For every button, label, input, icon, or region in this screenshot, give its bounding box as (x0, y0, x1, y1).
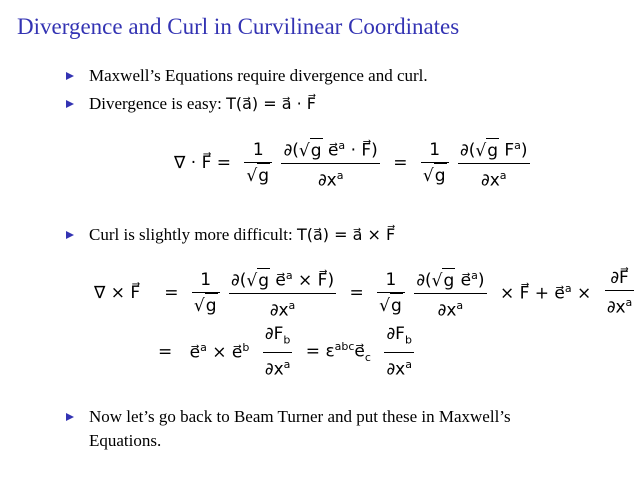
bullet-label: Divergence is easy: (89, 94, 227, 113)
bullet-triangle-icon (66, 231, 74, 239)
bullet-triangle-icon (66, 72, 74, 80)
bullet-math: T(a⃗) = a⃗ · F⃗ (226, 94, 316, 113)
divergence-equation: ∇ · F⃗ = $\frac{1}{√g}$ $\frac{\partial(√g e⃗^a \cdot F⃗)}{\partial x^a}$ = $\frac{1}{√g}$ $\frac{\partial(√g F^a)}{\partial x^a}$ (168, 134, 532, 192)
curl-equation-line2: = e⃗$^a$ × e⃗$^b$ $\frac{\partial F_b}{\partial x^a}$ = $\varepsilon^{abc}e⃗_c$ $\frac{\partial F_b}{\partial x^a}$ (158, 324, 412, 381)
bullet-text (89, 223, 395, 247)
bullet-triangle-icon (66, 413, 74, 421)
bullet-text: Maxwell’s Equations require divergence and curl. (89, 66, 428, 85)
bullet-math: T(a⃗) = a⃗ × F⃗ (296, 225, 396, 244)
slide-title: Divergence and Curl in Curvilinear Coordinates (17, 14, 460, 39)
bullet-label: Curl is slightly more difficult: (89, 225, 297, 244)
bullet-text-line1: Now let’s go back to Beam Turner and put these in Maxwell’s (89, 407, 511, 426)
bullet-text (89, 92, 316, 116)
bullet-text-line2: Equations. (89, 431, 162, 450)
curl-equation-line1: ∇ × F⃗ = $\frac{1}{√g}$ $\frac{\partial(√g e⃗^a \times F⃗)}{\partial x^a}$ = $\frac{1}{√g}$ $\frac{\partial(√g e⃗^a)}{\partial x^a}$ × F⃗ + e⃗$^a$ × $\frac{\partial F⃗}{\partial x^a}$ (88, 264, 636, 322)
bullet-triangle-icon (66, 100, 74, 108)
